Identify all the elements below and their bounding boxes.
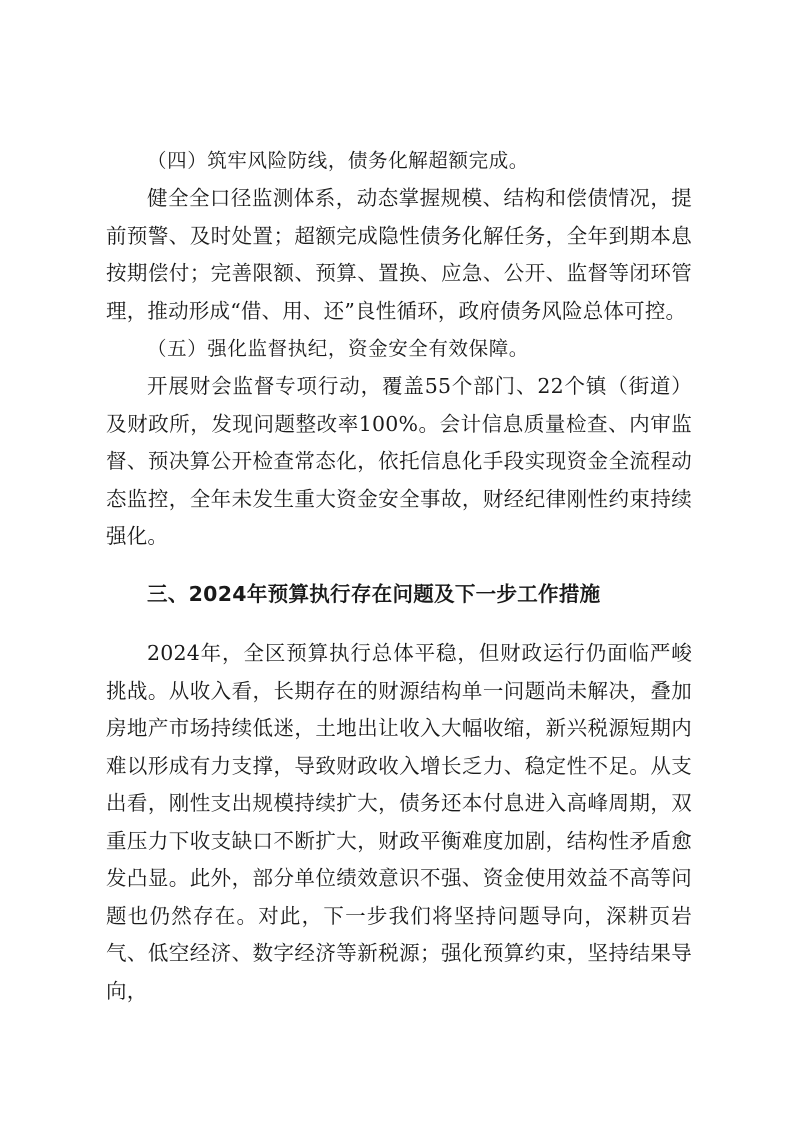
part-3-paragraph: 2024年，全区预算执行总体平稳，但财政运行仍面临严峻挑战。从收入看，长期存在的财源结构单一问题尚未解决，叠加房地产市场持续低迷，土地出让收入大幅收缩，新兴税源短期内难以形成有力支撑，导致财政收入增长乏力、稳定性不足。从支出看，刚性支出规模持续扩大，债务还本付息进入高峰周期，双重压力下收支缺口不断扩大，财政平衡难度加剧，结构性矛盾愈发凸显。此外，部分单位绩效意识不强、资金使用效益不高等问题也仍然存在。对此，下一步我们将坚持问题导向，深耕页岩气、低空经济、数字经济等新税源；强化预算约束，坚持结果导向， — [106, 641, 692, 1003]
section-5-heading: （五）强化监督执纪，资金安全有效保障。 — [147, 337, 529, 360]
section-4-paragraph: 健全全口径监测体系，动态掌握规模、结构和偿债情况，提前预警、及时处置；超额完成隐性债务化解任务，全年到期本息按期偿付；完善限额、预算、置换、应急、公开、监督等闭环管理，推动形成“借、用、还”良性循环，政府债务风险总体可控。 — [106, 186, 692, 323]
section-4-heading: （四）筑牢风险防线，债务化解超额完成。 — [147, 149, 529, 172]
part-3-heading: 三、2024年预算执行存在问题及下一步工作措施 — [147, 582, 601, 606]
section-5-paragraph: 开展财会监督专项行动，覆盖55个部门、22个镇（街道）及财政所，发现问题整改率100%。会计信息质量检查、内审监督、预决算公开检查常态化，依托信息化手段实现资金全流程动态监控，全年未发生重大资金安全事故，财经纪律刚性约束持续强化。 — [106, 374, 692, 548]
